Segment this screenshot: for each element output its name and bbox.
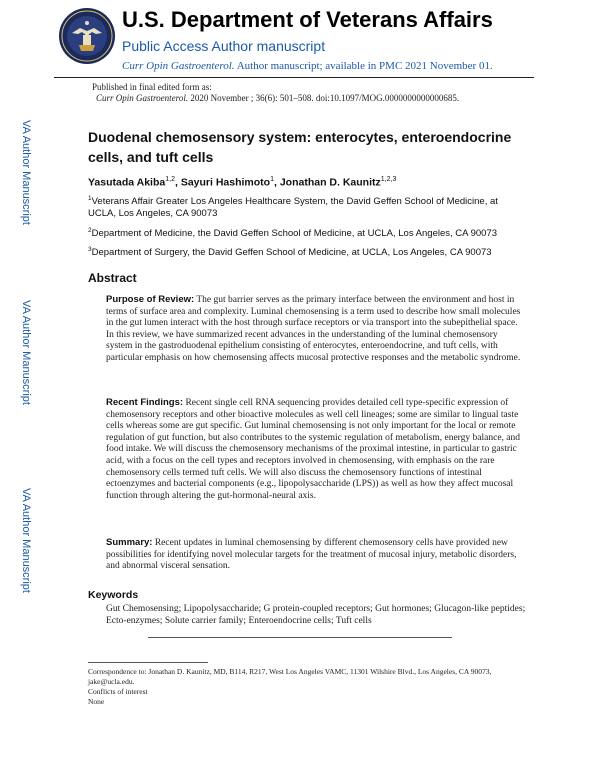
author-sup: 1,2 bbox=[165, 176, 175, 183]
author-name: Sayuri Hashimoto bbox=[180, 176, 271, 189]
header-divider bbox=[54, 77, 534, 78]
author-list: Yasutada Akiba$^{1,2}$, Sayuri Hashimoto$^1$, Jonathan D. Kaunitz$^{1,2,3}$ bbox=[88, 176, 397, 189]
published-rest: 2020 November ; 36(6): 501–508. doi:10.1097/MOG.0000000000000685. bbox=[188, 93, 460, 103]
published-info bbox=[92, 82, 459, 104]
footnotes bbox=[88, 667, 528, 707]
citation-rest: Author manuscript; available in PMC 2021 November 01. bbox=[234, 60, 493, 72]
abstract-purpose: Purpose of Review: The gut barrier serves as the primary interface between the environment and host in terms of surface area and complexity. Luminal chemosensing is a term used to describe how small molecules in the gut lumen interact with the host through surface receptors or via transport into the subepithelial space. In this review, we have summarized recent advances in the understanding of the luminal chemosensory system in the gastroduodenal epithelium consisting of enterocytes, enteroendocrine, and tuft cells, with particular emphasis on how chemosensing affects mucosal protective responses and the metabolic syndrome. bbox=[106, 294, 521, 363]
abstract-findings: Recent Findings: Recent single cell RNA sequencing provides detailed cell type-specific expression of chemosensory receptors and other bioactive molecules as well cell lineages; some are similar to lingual taste cells whereas some are gut specific. Gut luminal chemosensing is not only important for the local or remote regulation of gut function, but also contributes to the systemic regulation of metabolism, energy balance, and food intake. We will discuss the chemosensory mechanisms of the proximal intestine, in particular to gastric acid, with a focus on the cell types and receptors involved in chemosensing, with emphasis on the rare chemosensory cells termed tuft cells. We will also discuss the chemosensory functions of intestinal ectoenzymes and bacterial components (e.g., lipopolysaccharide (LPS)) as well as how they affect mucosal function through altering the gut-hormonal-neural axis. bbox=[106, 397, 521, 501]
author-sup: 1 bbox=[270, 176, 274, 183]
side-label-3: VA Author Manuscript bbox=[20, 488, 32, 593]
correspondence: Correspondence to: Jonathan D. Kaunitz, MD, B114, R217, West Los Angeles VAMC, 11301 Wilshire Blvd., Los Angeles, CA 90073, jake@ucla.edu. bbox=[88, 667, 492, 686]
conflicts-text: None bbox=[88, 697, 105, 706]
side-label-1: VA Author Manuscript bbox=[20, 120, 32, 225]
abstract-heading: Abstract bbox=[88, 271, 137, 285]
article-title: Duodenal chemosensory system: enterocytes, enteroendocrine cells, and tuft cells bbox=[88, 129, 512, 165]
author-sup: 1,2,3 bbox=[380, 176, 397, 183]
conflicts-heading: Conflicts of interest bbox=[88, 687, 148, 696]
footnote-divider bbox=[88, 662, 208, 663]
published-journal: Curr Opin Gastroenterol. bbox=[96, 93, 189, 103]
manuscript-status: Public Access Author manuscript bbox=[122, 38, 326, 54]
keywords-heading: Keywords bbox=[88, 589, 139, 601]
affiliation-2: $^2$Department of Medicine, the David Geffen School of Medicine, at UCLA, Los Angeles, CA 90073 bbox=[88, 227, 498, 240]
keywords-list: Gut Chemosensing; Lipopolysaccharide; G protein-coupled receptors; Gut hormones; Glucagon-like peptides; Ecto-enzymes; Solute carrier family; Enteroendocrine cells; Tuft cells bbox=[106, 604, 526, 626]
author-name: Jonathan D. Kaunitz bbox=[279, 176, 381, 189]
keywords-divider bbox=[148, 637, 452, 638]
affiliation-3: $^3$Department of Surgery, the David Geffen School of Medicine, at UCLA, Los Angeles, CA 90073 bbox=[88, 246, 492, 259]
agency-title: U.S. Department of Veterans Affairs bbox=[122, 7, 493, 32]
published-line1: Published in final edited form as: bbox=[92, 82, 212, 92]
section-label: Purpose of Review: bbox=[106, 294, 195, 305]
section-label: Summary: bbox=[106, 537, 153, 548]
section-label: Recent Findings: bbox=[106, 397, 184, 408]
abstract-summary: Summary: Recent updates in luminal chemosensing by different chemosensory cells have provided new possibilities for identifying novel molecular targets for the treatment of mucosal injury, metabolic disorders, and abnormal visceral sensation. bbox=[106, 537, 517, 572]
va-seal-icon bbox=[58, 7, 116, 65]
affiliation-1: $^1$Veterans Affair Greater Los Angeles Healthcare System, the David Geffen School of Medicine, at UCLA, Los Angeles, CA 90073 bbox=[88, 195, 498, 220]
citation-line bbox=[122, 60, 493, 72]
author-name: Yasutada Akiba bbox=[88, 176, 166, 189]
citation-journal: Curr Opin Gastroenterol. bbox=[122, 60, 235, 72]
published-line2 bbox=[92, 93, 459, 104]
side-label-2: VA Author Manuscript bbox=[20, 300, 32, 405]
